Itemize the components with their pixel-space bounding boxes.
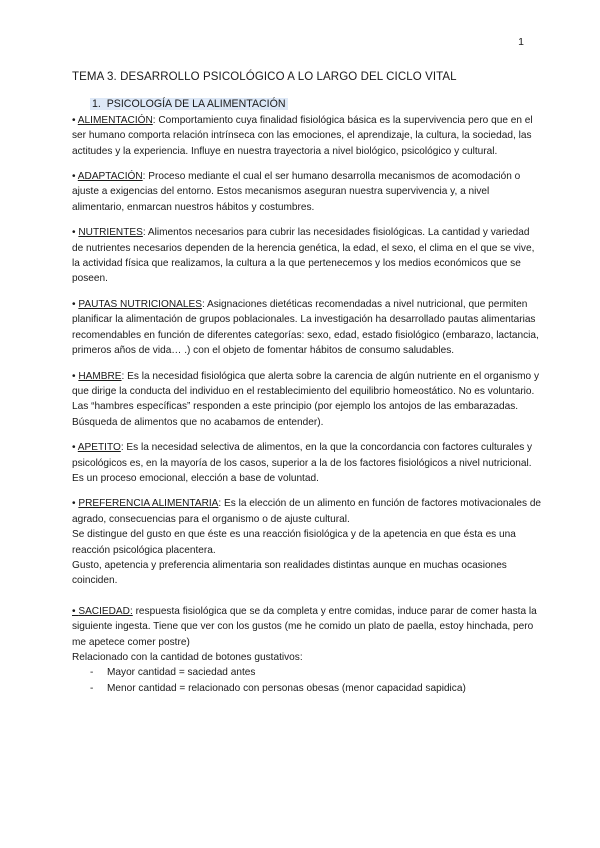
bullet: •	[72, 605, 79, 617]
section-heading	[90, 97, 542, 112]
bullet: •	[72, 498, 76, 510]
term-separator: :	[120, 442, 124, 454]
term-separator: :	[218, 498, 222, 510]
definition-nutrientes	[72, 225, 542, 287]
definition-saciedad	[72, 604, 542, 650]
document-body	[72, 70, 542, 696]
list-item: - Mayor cantidad = saciedad antes	[90, 665, 542, 680]
definition-text: Comportamiento cuya finalidad fisiológica básica es la supervivencia pero que en el ser humano comporta relación intrínseca con las emociones, el aprendizaje, la cultura, la sociedad, las actitudes y la experiencia. Influye en nuestra trayectoria a nivel biológico, psicológico y cultural.	[72, 114, 533, 157]
term-separator: :	[142, 171, 146, 183]
bullet: •	[72, 442, 76, 454]
section-number: 1.	[92, 98, 101, 111]
document-title: TEMA 3. DESARROLLO PSICOLÓGICO A LO LARGO DEL CICLO VITAL	[72, 71, 457, 83]
term-adaptacion: ADAPTACIÓN	[77, 171, 143, 183]
definition-pautas-nutricionales	[72, 297, 542, 359]
term-apetito: APETITO	[77, 442, 121, 454]
definition-hambre	[72, 369, 542, 431]
section-title: PSICOLOGÍA DE LA ALIMENTACIÓN	[106, 98, 286, 111]
definition-text: Alimentos necesarios para cubrir las necesidades fisiológicas. La cantidad y variedad de nutrientes necesarios dependen de la herencia genética, la edad, el sexo, el clima en el que se vive, la actividad física que realizamos, la cultura a la que pertenecemos y los medios económicos que se poseen.	[72, 227, 535, 285]
term-separator: :	[121, 370, 125, 382]
term-separator: :	[152, 114, 156, 126]
term-pautas-nutricionales: PAUTAS NUTRICIONALES	[78, 298, 202, 310]
term-hambre: HAMBRE	[78, 370, 122, 382]
definition-text: Es la elección de un alimento en función de factores motivacionales de agrado, consecuencias para el organismo o de ajuste cultural.	[72, 498, 542, 525]
definition-text: Asignaciones dietéticas recomendadas a nivel nutricional, que permiten planificar la alimentación de grupos poblacionales. La investigación ha desarrollado pautas alimentarias recomendables en función de diferentes categorías: sexo, edad, estado fisiológico (embarazo, lactancia, primeros años de vida… .) con el objeto de fomentar hábitos de consumo saludables.	[72, 298, 539, 357]
preferencia-note-gusto: Se distingue del gusto en que éste es una reacción fisiológica y de la apetencia en que ésta es una reacción psicológica placentera.	[72, 529, 516, 556]
definition-preferencia-alimentaria	[72, 496, 542, 527]
definition-apetito	[72, 440, 542, 486]
saciedad-note-botones: Relacionado con la cantidad de botones gustativos:	[72, 652, 303, 663]
definition-text: Proceso mediante el cual el ser humano desarrolla mecanismos de acomodación o ajuste a exigencias del entorno. Estos mecanismos aseguran nuestra supervivencia y, a nivel alimentario, enmarcan nuestros hábitos y costumbres.	[72, 171, 521, 213]
term-separator: :	[201, 298, 205, 310]
saciedad-list	[72, 665, 542, 696]
bullet: •	[72, 171, 76, 183]
term-nutrientes: NUTRIENTES	[78, 227, 143, 239]
list-item: - Menor cantidad = relacionado con personas obesas (menor capacidad sapidica)	[90, 681, 542, 696]
term-separator: :	[142, 227, 146, 239]
preferencia-note-realidades: Gusto, apetencia y preferencia alimentaria son realidades distintas aunque en muchas ocasiones coinciden.	[72, 559, 507, 587]
definition-text: respuesta fisiológica que se da completa y entre comidas, induce parar de comer hasta la siguiente ingesta. Tiene que ver con los gustos (me he comido un plato de paella, estoy hinchada, pero me apetece comer postre)	[72, 605, 537, 648]
bullet: •	[72, 114, 76, 126]
definition-text: Es la necesidad fisiológica que alerta sobre la carencia de algún nutriente en el organismo y que dirige la conducta del individuo en el restablecimiento del equilibrio homeostático. No es voluntario. Las “hambres específicas” responden a este principio (por ejemplo los antojos de las embarazadas. Búsqueda de alimentos que no acabamos de entender).	[72, 370, 540, 428]
section-heading-highlight	[90, 98, 288, 110]
definition-alimentacion	[72, 113, 542, 159]
term-preferencia-alimentaria: PREFERENCIA ALIMENTARIA	[78, 498, 219, 510]
bullet: •	[72, 298, 76, 310]
term-saciedad: SACIEDAD:	[78, 605, 133, 617]
bullet: •	[72, 227, 76, 239]
term-alimentacion: ALIMENTACIÓN	[77, 114, 153, 126]
definition-adaptacion	[72, 169, 542, 215]
bullet: •	[72, 370, 76, 382]
page-number: 1	[518, 36, 524, 48]
definition-text: Es la necesidad selectiva de alimentos, en la que la concordancia con factores culturales y psicológicos es, en la mayoría de los casos, superior a la de los factores fisiológicos a nivel nutricional. Es un proceso emocional, elección a base de voluntad.	[72, 442, 533, 484]
